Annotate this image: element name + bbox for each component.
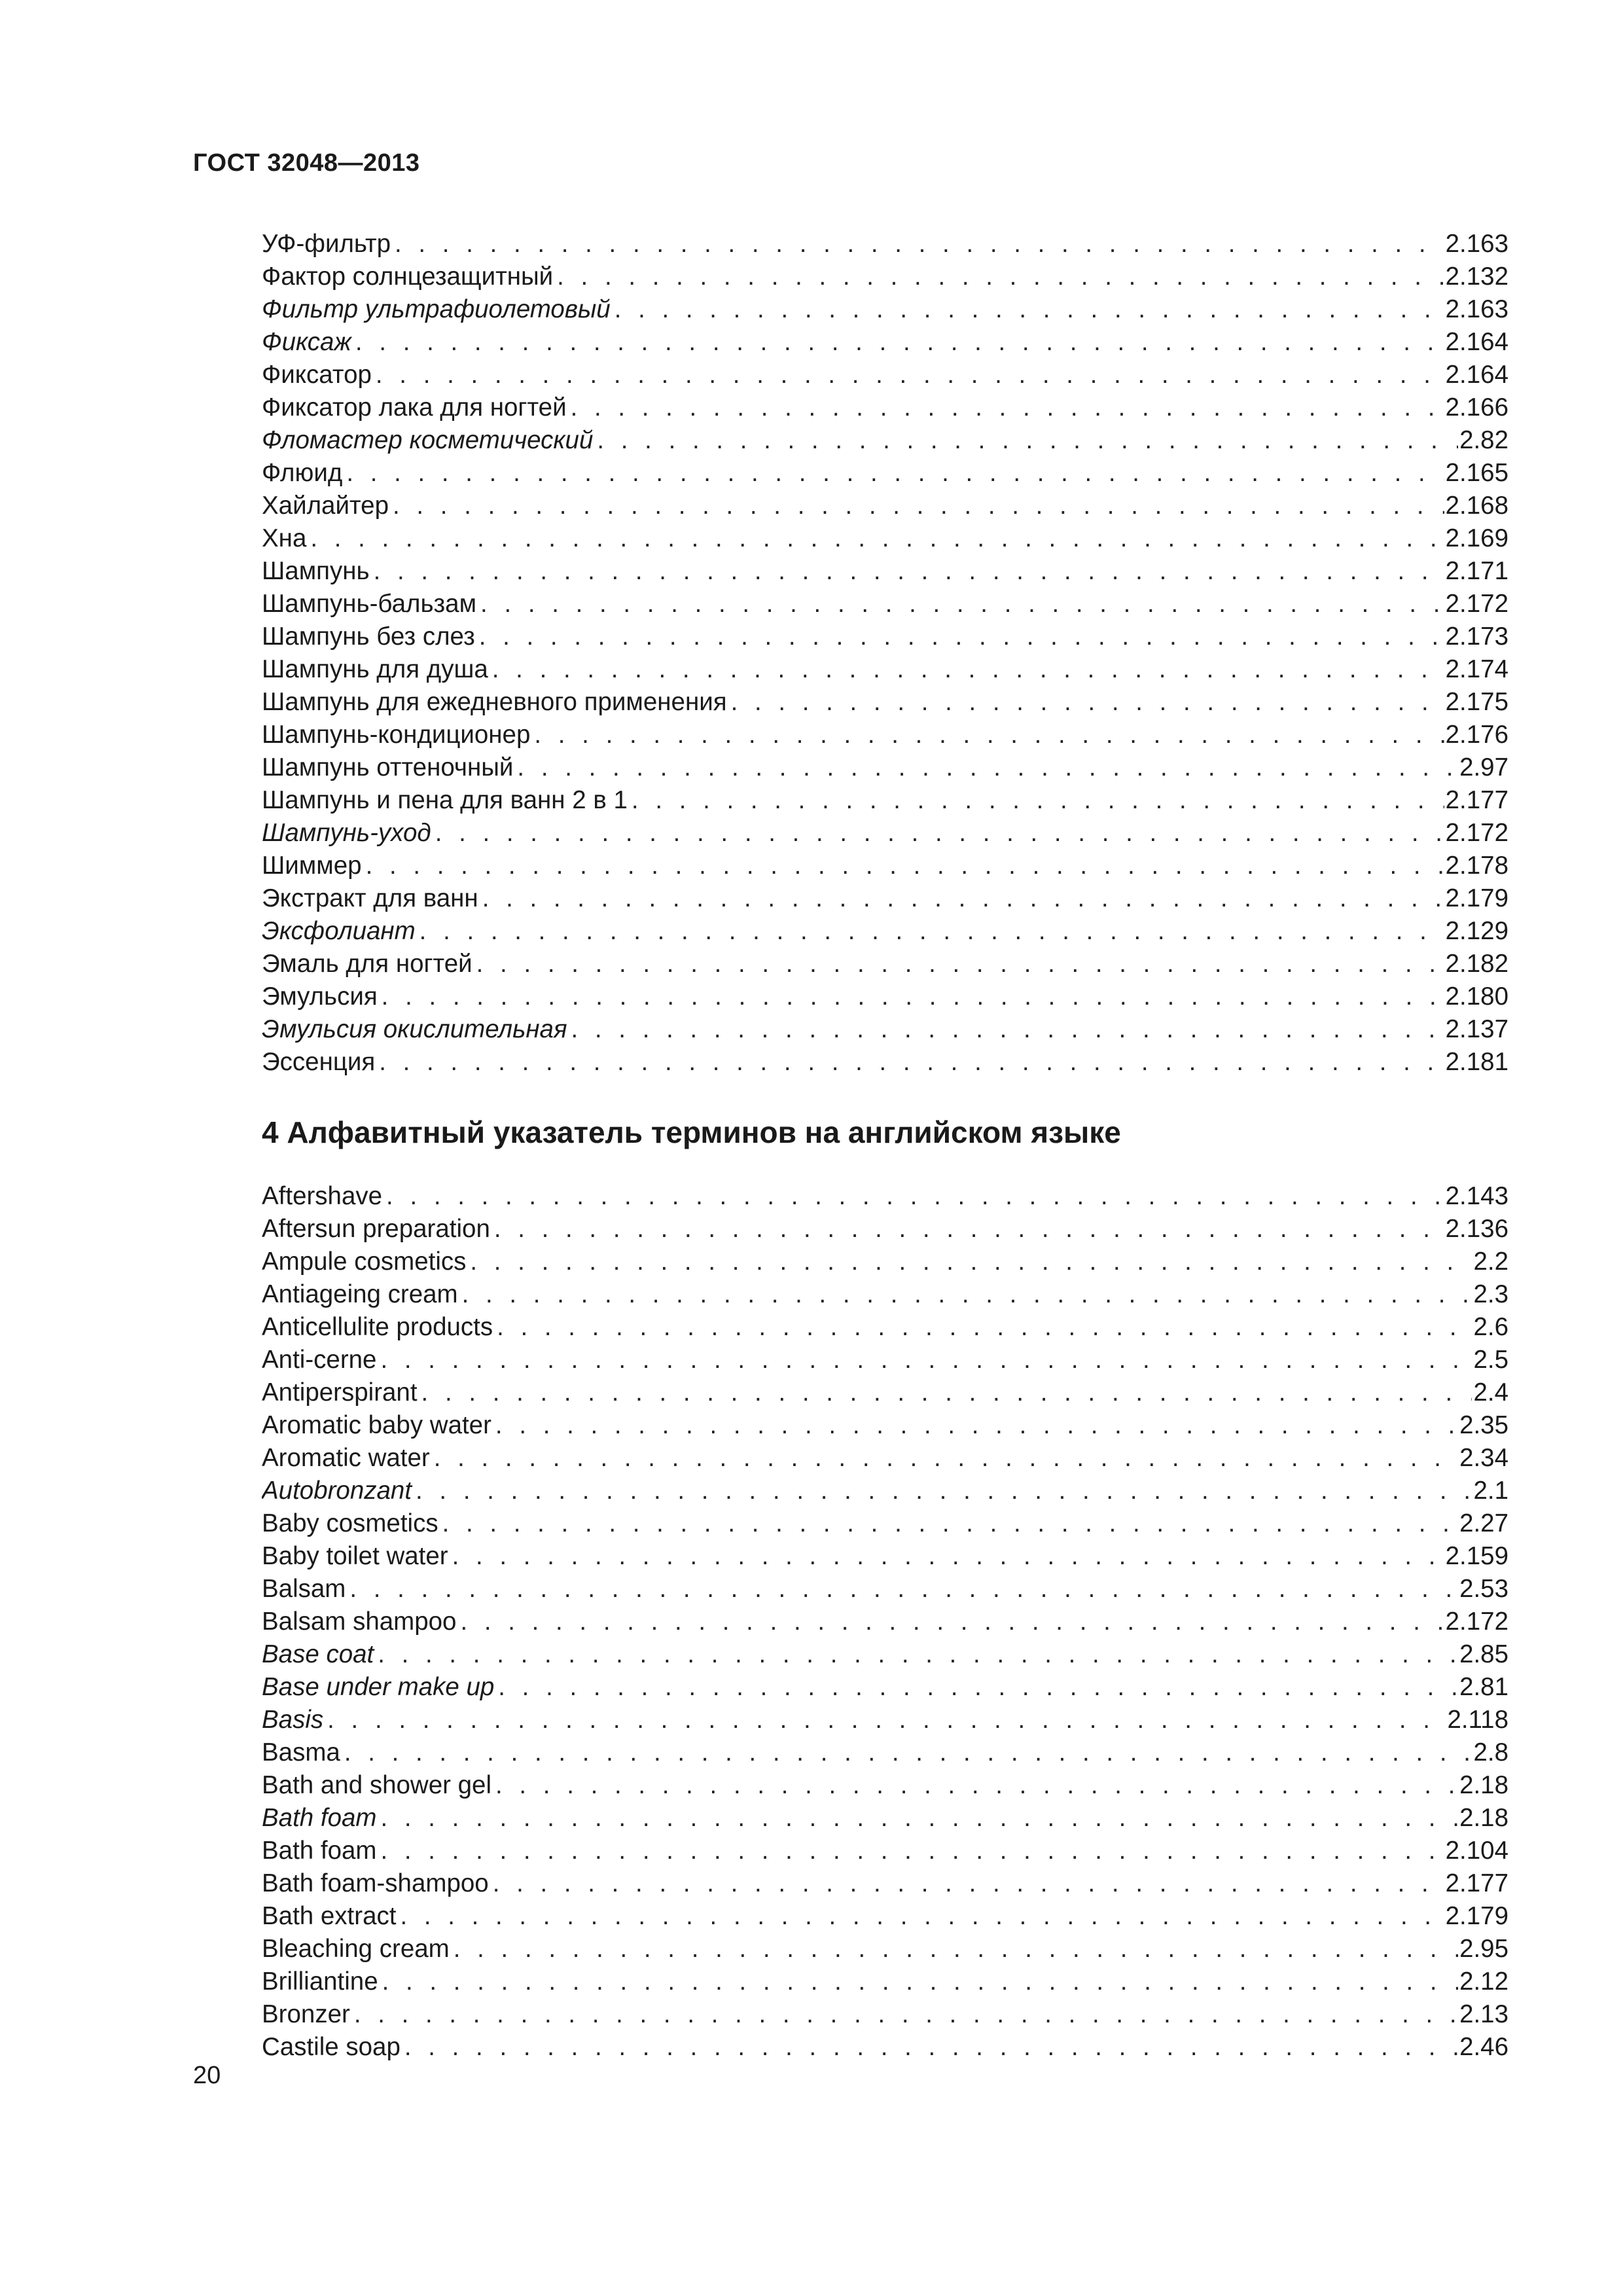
index-reference-number: 2.95 <box>1459 1935 1508 1963</box>
index-term: Aromatic baby water <box>262 1411 491 1439</box>
index-term: Фломастер косметический <box>262 426 594 454</box>
index-entry <box>262 686 1508 719</box>
index-term: Bleaching cream <box>262 1935 450 1963</box>
index-term: Balsam <box>262 1575 346 1603</box>
index-term: Anti-cerne <box>262 1346 377 1374</box>
index-reference-number: 2.168 <box>1445 492 1508 520</box>
index-term: Шампунь <box>262 557 370 585</box>
index-entry <box>262 1278 1508 1311</box>
dot-leader <box>597 424 1458 457</box>
index-entry <box>262 424 1508 457</box>
index-reference-number: 2.164 <box>1445 361 1508 389</box>
index-entry <box>262 228 1508 260</box>
index-term: Basma <box>262 1738 340 1767</box>
dot-leader <box>419 915 1444 948</box>
dot-leader <box>492 653 1444 686</box>
index-entry <box>262 1573 1508 1605</box>
index-entry <box>262 1704 1508 1736</box>
index-term: Эссенция <box>262 1048 376 1076</box>
dot-leader <box>462 1278 1472 1311</box>
index-reference-number: 2.13 <box>1459 2000 1508 2028</box>
index-reference-number: 2.163 <box>1445 230 1508 258</box>
index-term: Шампунь-бальзам <box>262 590 477 618</box>
index-entry <box>262 1736 1508 1769</box>
dot-leader <box>479 620 1444 653</box>
index-entry <box>262 1802 1508 1835</box>
english-term-index <box>262 1180 1508 2064</box>
index-term: Basis <box>262 1706 324 1734</box>
index-reference-number: 2.179 <box>1445 884 1508 912</box>
index-entry <box>262 1998 1508 2031</box>
index-term: Фиксатор <box>262 361 372 389</box>
dot-leader <box>416 1475 1472 1507</box>
dot-leader <box>452 1540 1444 1573</box>
index-term: Фиксаж <box>262 328 351 356</box>
index-reference-number: 2.1 <box>1473 1477 1508 1505</box>
index-reference-number: 2.180 <box>1445 982 1508 1011</box>
index-reference-number: 2.53 <box>1459 1575 1508 1603</box>
dot-leader <box>395 228 1444 260</box>
index-entry <box>262 1900 1508 1933</box>
index-entry <box>262 555 1508 588</box>
index-entry <box>262 1769 1508 1802</box>
dot-leader <box>480 588 1444 620</box>
index-entry <box>262 817 1508 850</box>
dot-leader <box>615 293 1444 326</box>
index-reference-number: 2.166 <box>1445 393 1508 422</box>
index-entry <box>262 948 1508 980</box>
index-term: Шампунь для ежедневного применения <box>262 688 727 716</box>
index-entry <box>262 588 1508 620</box>
index-reference-number: 2.172 <box>1445 1607 1508 1636</box>
dot-leader <box>310 522 1444 555</box>
index-term: Bath and shower gel <box>262 1771 492 1799</box>
index-term: Aftershave <box>262 1182 383 1210</box>
index-reference-number: 2.173 <box>1445 622 1508 651</box>
index-term: Base under make up <box>262 1673 495 1701</box>
dot-leader <box>349 1573 1458 1605</box>
index-entry <box>262 1344 1508 1376</box>
index-reference-number: 2.136 <box>1445 1215 1508 1243</box>
index-term: Bronzer <box>262 2000 350 2028</box>
index-term: УФ-фильтр <box>262 230 391 258</box>
index-entry <box>262 1638 1508 1671</box>
index-entry <box>262 751 1508 784</box>
index-entry <box>262 1442 1508 1475</box>
dot-leader <box>435 817 1444 850</box>
index-term: Фильтр ультрафиолетовый <box>262 295 611 323</box>
index-term: Шиммер <box>262 852 362 880</box>
dot-leader <box>354 1998 1458 2031</box>
index-term: Autobronzant <box>262 1477 412 1505</box>
dot-leader <box>460 1605 1444 1638</box>
dot-leader <box>571 1013 1444 1046</box>
index-entry <box>262 1180 1508 1213</box>
index-entry <box>262 1246 1508 1278</box>
dot-leader <box>442 1507 1458 1540</box>
dot-leader <box>380 1344 1472 1376</box>
index-term: Castile soap <box>262 2033 401 2061</box>
index-entry <box>262 1605 1508 1638</box>
index-entry <box>262 2031 1508 2064</box>
index-term: Шампунь для душа <box>262 655 488 683</box>
index-entry <box>262 719 1508 751</box>
index-entry <box>262 1046 1508 1079</box>
dot-leader <box>495 1409 1458 1442</box>
index-term: Balsam shampoo <box>262 1607 457 1636</box>
dot-leader <box>381 1835 1444 1867</box>
dot-leader <box>534 719 1444 751</box>
dot-leader <box>632 784 1444 817</box>
index-term: Aftersun preparation <box>262 1215 490 1243</box>
index-reference-number: 2.18 <box>1459 1804 1508 1832</box>
index-term: Baby cosmetics <box>262 1509 438 1537</box>
index-entry <box>262 1835 1508 1867</box>
index-entry <box>262 326 1508 359</box>
dot-leader <box>374 555 1444 588</box>
index-term: Хайлайтер <box>262 492 389 520</box>
index-term: Bath foam-shampoo <box>262 1869 489 1897</box>
dot-leader <box>378 1638 1458 1671</box>
index-reference-number: 2.143 <box>1445 1182 1508 1210</box>
index-entry <box>262 784 1508 817</box>
index-entry <box>262 882 1508 915</box>
index-reference-number: 2.182 <box>1445 950 1508 978</box>
dot-leader <box>382 1965 1458 1998</box>
index-term: Фиксатор лака для ногтей <box>262 393 567 422</box>
index-term: Хна <box>262 524 307 552</box>
index-reference-number: 2.172 <box>1445 819 1508 847</box>
dot-leader <box>366 850 1444 882</box>
index-reference-number: 2.137 <box>1445 1015 1508 1043</box>
index-reference-number: 2.169 <box>1445 524 1508 552</box>
index-term: Ampule cosmetics <box>262 1247 467 1276</box>
index-reference-number: 2.82 <box>1459 426 1508 454</box>
index-reference-number: 2.159 <box>1445 1542 1508 1570</box>
index-reference-number: 2.178 <box>1445 852 1508 880</box>
index-reference-number: 2.118 <box>1447 1706 1508 1734</box>
dot-leader <box>393 490 1444 522</box>
section-4-heading: 4 Алфавитный указатель терминов на английском языке <box>262 1115 1121 1149</box>
index-term: Эмульсия <box>262 982 378 1011</box>
index-entry <box>262 490 1508 522</box>
index-reference-number: 2.174 <box>1445 655 1508 683</box>
document-code-header: ГОСТ 32048—2013 <box>193 149 420 177</box>
russian-term-index <box>262 228 1508 1079</box>
index-entry <box>262 260 1508 293</box>
index-reference-number: 2.165 <box>1445 459 1508 487</box>
index-term: Шампунь без слез <box>262 622 475 651</box>
index-reference-number: 2.8 <box>1473 1738 1508 1767</box>
dot-leader <box>495 1769 1458 1802</box>
index-reference-number: 2.3 <box>1473 1280 1508 1308</box>
index-term: Эксфолиант <box>262 917 416 945</box>
index-term: Флюид <box>262 459 343 487</box>
dot-leader <box>379 1046 1444 1079</box>
dot-leader <box>454 1933 1458 1965</box>
index-reference-number: 2.4 <box>1473 1378 1508 1407</box>
dot-leader <box>517 751 1458 784</box>
index-entry <box>262 1933 1508 1965</box>
index-entry <box>262 1213 1508 1246</box>
index-term: Bath foam <box>262 1837 377 1865</box>
index-reference-number: 2.12 <box>1459 1967 1508 1996</box>
dot-leader <box>400 1900 1444 1933</box>
dot-leader <box>355 326 1444 359</box>
index-term: Шампунь-уход <box>262 819 431 847</box>
dot-leader <box>498 1671 1458 1704</box>
index-entry <box>262 1671 1508 1704</box>
dot-leader <box>497 1311 1472 1344</box>
dot-leader <box>571 391 1444 424</box>
index-reference-number: 2.18 <box>1459 1771 1508 1799</box>
index-term: Antiageing cream <box>262 1280 458 1308</box>
index-reference-number: 2.177 <box>1445 786 1508 814</box>
index-reference-number: 2.177 <box>1445 1869 1508 1897</box>
dot-leader <box>381 1802 1459 1835</box>
dot-leader <box>376 359 1444 391</box>
index-entry <box>262 391 1508 424</box>
dot-leader <box>344 1736 1472 1769</box>
index-reference-number: 2.172 <box>1445 590 1508 618</box>
index-reference-number: 2.81 <box>1459 1673 1508 1701</box>
dot-leader <box>434 1442 1458 1475</box>
dot-leader <box>470 1246 1472 1278</box>
dot-leader <box>421 1376 1472 1409</box>
index-reference-number: 2.179 <box>1445 1902 1508 1930</box>
index-reference-number: 2.85 <box>1459 1640 1508 1668</box>
index-entry <box>262 1475 1508 1507</box>
index-reference-number: 2.5 <box>1473 1346 1508 1374</box>
dot-leader <box>731 686 1444 719</box>
dot-leader <box>557 260 1444 293</box>
index-reference-number: 2.6 <box>1473 1313 1508 1341</box>
dot-leader <box>404 2031 1458 2064</box>
index-reference-number: 2.176 <box>1445 721 1508 749</box>
index-term: Экстракт для ванн <box>262 884 478 912</box>
dot-leader <box>482 882 1444 915</box>
index-entry <box>262 1867 1508 1900</box>
index-entry <box>262 1507 1508 1540</box>
index-term: Шампунь и пена для ванн 2 в 1 <box>262 786 628 814</box>
index-entry <box>262 620 1508 653</box>
dot-leader <box>476 948 1444 980</box>
index-term: Эмульсия окислительная <box>262 1015 567 1043</box>
dot-leader <box>493 1867 1444 1900</box>
index-entry <box>262 980 1508 1013</box>
index-reference-number: 2.46 <box>1459 2033 1508 2061</box>
index-reference-number: 2.35 <box>1459 1411 1508 1439</box>
index-entry <box>262 1965 1508 1998</box>
index-term: Bath foam <box>262 1804 377 1832</box>
index-term: Base coat <box>262 1640 374 1668</box>
index-reference-number: 2.164 <box>1445 328 1508 356</box>
index-reference-number: 2.2 <box>1473 1247 1508 1276</box>
index-reference-number: 2.97 <box>1459 753 1508 781</box>
dot-leader <box>327 1704 1446 1736</box>
index-term: Brilliantine <box>262 1967 378 1996</box>
dot-leader <box>382 980 1444 1013</box>
index-entry <box>262 1376 1508 1409</box>
index-reference-number: 2.27 <box>1459 1509 1508 1537</box>
index-reference-number: 2.129 <box>1445 917 1508 945</box>
index-term: Шампунь оттеночный <box>262 753 514 781</box>
dot-leader <box>346 457 1444 490</box>
index-term: Фактор солнцезащитный <box>262 262 554 291</box>
index-reference-number: 2.163 <box>1445 295 1508 323</box>
index-entry <box>262 1013 1508 1046</box>
index-term: Anticellulite products <box>262 1313 493 1341</box>
dot-leader <box>494 1213 1444 1246</box>
index-reference-number: 2.104 <box>1445 1837 1508 1865</box>
index-reference-number: 2.34 <box>1459 1444 1508 1472</box>
page-number: 20 <box>193 2062 221 2089</box>
index-entry <box>262 1311 1508 1344</box>
index-term: Bath extract <box>262 1902 397 1930</box>
index-entry <box>262 457 1508 490</box>
index-term: Baby toilet water <box>262 1542 448 1570</box>
index-reference-number: 2.181 <box>1445 1048 1508 1076</box>
index-entry <box>262 915 1508 948</box>
index-entry <box>262 653 1508 686</box>
index-reference-number: 2.175 <box>1445 688 1508 716</box>
index-reference-number: 2.132 <box>1445 262 1508 291</box>
dot-leader <box>386 1180 1444 1213</box>
index-entry <box>262 1409 1508 1442</box>
index-entry <box>262 359 1508 391</box>
index-entry <box>262 850 1508 882</box>
index-entry <box>262 522 1508 555</box>
index-reference-number: 2.171 <box>1445 557 1508 585</box>
index-term: Antiperspirant <box>262 1378 418 1407</box>
index-entry <box>262 293 1508 326</box>
index-term: Шампунь-кондиционер <box>262 721 531 749</box>
index-term: Aromatic water <box>262 1444 430 1472</box>
index-entry <box>262 1540 1508 1573</box>
index-term: Эмаль для ногтей <box>262 950 473 978</box>
